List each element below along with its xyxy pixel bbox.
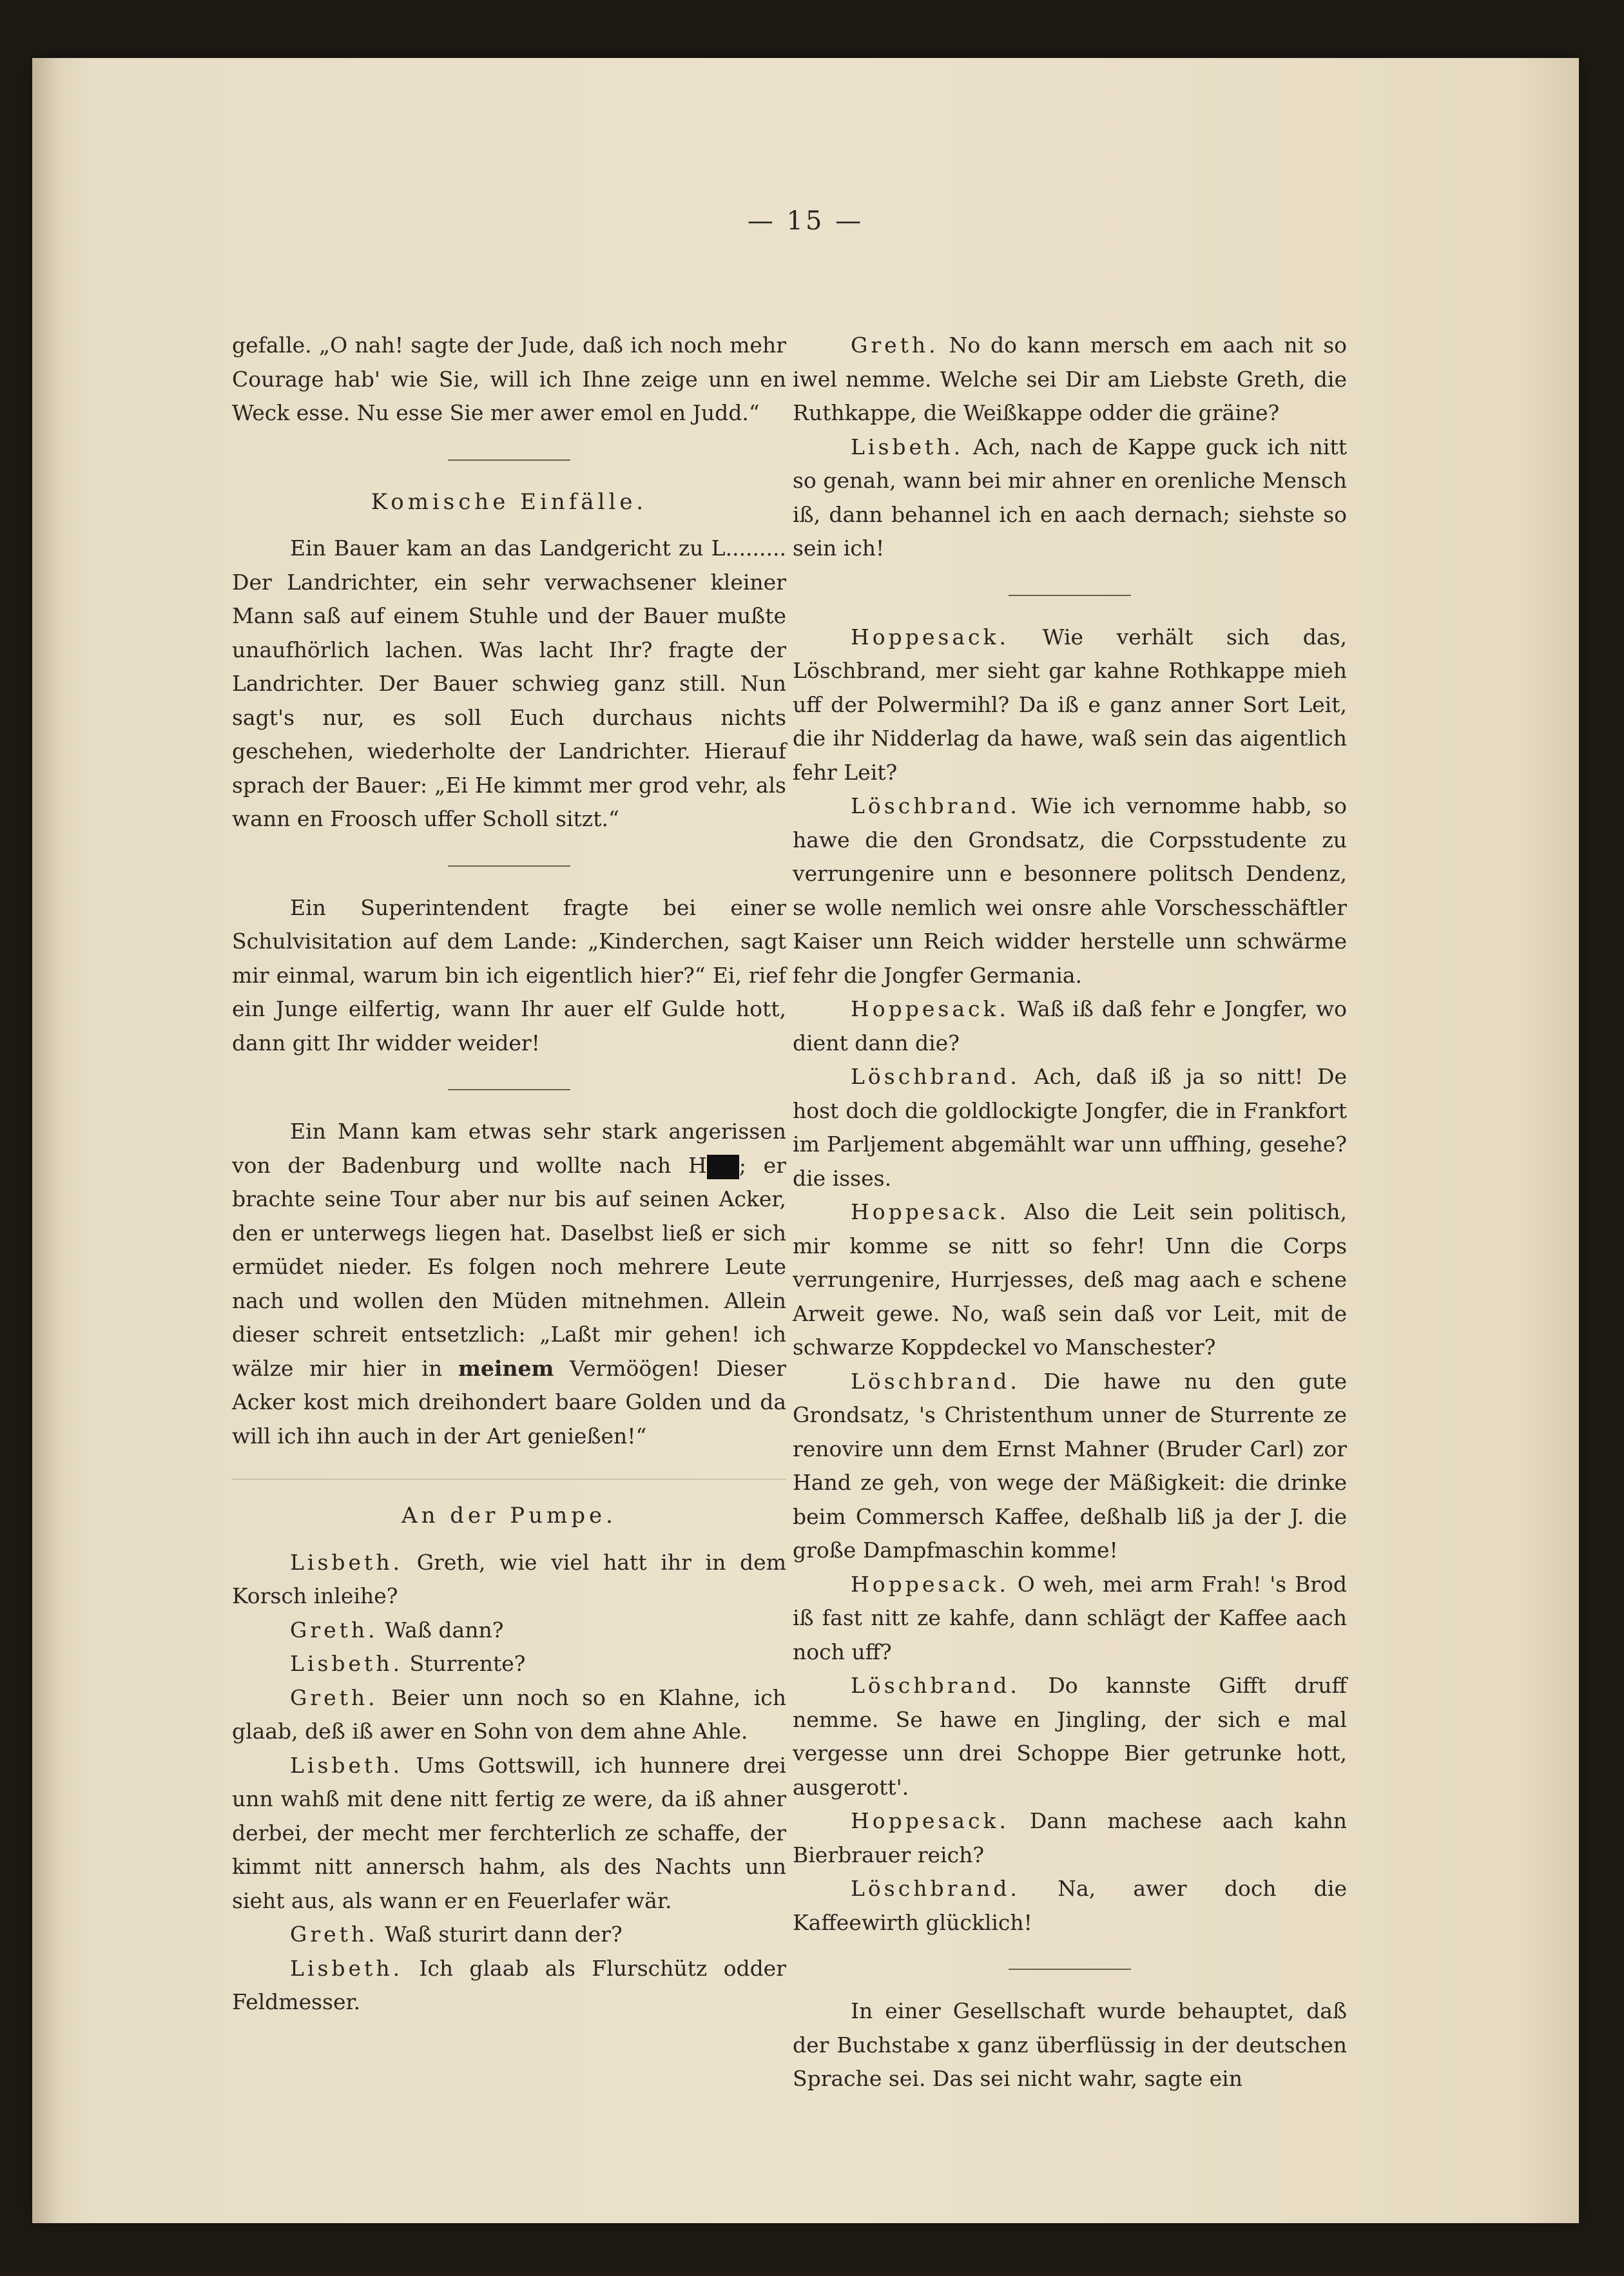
dialogue-text: Die hawe nu den gute Grondsatz, 's Christenthum unner de Sturrente ze renovire unn dem Ernst Mahner (Bruder Carl) zor Hand ze geh, von wege der Mäßigkeit: die drinke beim Commersch Kaffee, deßhalb liß ja der J. die große Dampfmaschin komme!: [793, 1368, 1347, 1563]
anecdote-mann: [232, 1115, 786, 1453]
dialogue-line: [793, 789, 1347, 992]
page-number: — 15 —: [747, 206, 864, 236]
dialogue-line: [232, 1614, 786, 1648]
speaker-name: Löschbrand.: [851, 1368, 1020, 1394]
section-divider: [1009, 1969, 1131, 1970]
anecdote-mann-text-2: ; er brachte seine Tour aber nur bis auf seinen Acker, den er unterwegs liegen hat. Daselbst ließ er sich ermüdet nieder. Es folgen noch mehrere Leute nach und wollen den Müden mitnehmen. Allein dieser schreit entsetzlich: „Laßt mir gehen! ich wälze mir hier in: [232, 1152, 786, 1381]
dialogue-line: [793, 621, 1347, 790]
anecdote-bauer: Ein Bauer kam an das Landgericht zu L......... Der Landrichter, ein sehr verwachsener kleiner Mann saß auf einem Stuhle und der Bauer mußte unaufhörlich lachen. Was lacht Ihr? fragte der Landrichter. Der Bauer schwieg ganz still. Nun sagt's nur, es soll Euch durchaus nichts geschehen, wiederholte der Landrichter. Hierauf sprach der Bauer: „Ei He kimmt mer grod vehr, als wann en Froosch uffer Scholl sitzt.“: [232, 535, 786, 831]
speaker-name: Greth.: [851, 333, 939, 358]
dialogue-text: Dann machese aach kahn Bierbrauer reich?: [793, 1808, 1347, 1867]
speaker-name: Lisbeth.: [851, 434, 964, 459]
pumpe-dialogue: [232, 1546, 786, 2020]
dialogue-line: [793, 329, 1347, 430]
dialogue-text: Sturrente?: [403, 1651, 526, 1676]
ink-blot: [707, 1155, 739, 1179]
speaker-name: Lisbeth.: [290, 1752, 403, 1778]
dialogue-line: [793, 1804, 1347, 1872]
speaker-name: Greth.: [290, 1617, 378, 1643]
speaker-name: Löschbrand.: [851, 1064, 1020, 1089]
dialogue-line: [232, 1681, 786, 1749]
speaker-name: Greth.: [290, 1922, 378, 1947]
dialogue-text: Na, awer doch die Kaffeewirth glücklich!: [793, 1876, 1347, 1935]
dialogue-line: [793, 1365, 1347, 1568]
heading-komische-einfaelle: Komische Einfälle.: [371, 488, 648, 515]
dialogue-text: Ums Gottswill, ich hunnere drei unn wahß mit dene nitt fertig ze were, da iß ahner derbei, der mecht mer ferchterlich ze schaffe, der kimmt nitt annersch hahm, als des Nachts unn sieht aus, als wann er en Feuerlafer wär.: [232, 1752, 786, 1913]
section-divider: [448, 865, 570, 867]
anecdote-mann-text-1: Ein Mann kam etwas sehr stark angerissen von der Badenburg und wollte nach H: [232, 1119, 786, 1178]
newspaper-page: [32, 58, 1579, 2223]
dialogue-text: Waß iß daß fehr e Jongfer, wo dient dann die?: [793, 996, 1347, 1056]
anecdote-mann-text-3: Vermöögen! Dieser Acker kost mich dreihondert baare Golden und da will ich ihn auch in der Art genießen!“: [232, 1355, 786, 1449]
speaker-name: Hoppesack.: [851, 996, 1010, 1021]
anecdote-gesellschaft: In einer Gesellschaft wurde behauptet, daß der Buchstabe x ganz überflüssig in der deutschen Sprache sei. Das sei nicht wahr, sagte ein: [793, 1998, 1347, 2091]
section-divider: [448, 459, 570, 461]
anecdote-superintendent: Ein Superintendent fragte bei einer Schulvisitation auf dem Lande: „Kinderchen, sagt mir einmal, warum bin ich eigentlich hier?“ Ei, rief ein Junge eilfertig, wann Ihr auer elf Gulde hott, dann gitt Ihr widder weider!: [232, 894, 786, 1056]
speaker-name: Löschbrand.: [851, 793, 1020, 818]
dialogue-line: [793, 992, 1347, 1060]
dialogue-text: O weh, mei arm Frah! 's Brod iß fast nitt ze kahfe, dann schlägt der Kaffee aach noch uff?: [793, 1571, 1347, 1664]
section-divider: [1009, 595, 1131, 596]
right-column: [793, 329, 1347, 2096]
dialogue-text: Also die Leit sein politisch, mir komme se nitt so fehr! Unn die Corps verrungenire, Hurrjesses, deß mag aach e schene Arweit gewe. No, waß sein daß vor Leit, mit de schwarze Koppdeckel vo Manschester?: [793, 1199, 1347, 1360]
speaker-name: Löschbrand.: [851, 1876, 1020, 1901]
dialogue-text: Wie verhält sich das, Löschbrand, mer sieht gar kahne Rothkappe mieh uff der Polwermihl? Da iß e ganz anner Sort Leit, die ihr Nidderlag da hawe, waß sein das aigentlich fehr Leit?: [793, 624, 1347, 785]
dialogue-line: [793, 1060, 1347, 1195]
dialogue-line: [232, 1647, 786, 1681]
dialogue-line: [793, 1195, 1347, 1365]
dialogue-text: No do kann mersch em aach nit so iwel nemme. Welche sei Dir am Liebste Greth, die Ruthkappe, die Weißkappe odder die gräine?: [793, 333, 1347, 425]
anecdote-mann-bold: meinem: [458, 1355, 554, 1381]
dialogue-text: Ach, daß iß ja so nitt! De host doch die goldlockigte Jongfer, die in Frankfort im Parljement abgemählt war unn uffhing, gesehe? die isses.: [793, 1064, 1347, 1191]
dialogue-line: [232, 1952, 786, 2020]
dialogue-line: [232, 1918, 786, 1952]
dialogue-line: [793, 1872, 1347, 1940]
dialogue-line: [232, 1546, 786, 1614]
speaker-name: Hoppesack.: [851, 1199, 1010, 1224]
dialogue-text: Beier unn noch so en Klahne, ich glaab, deß iß awer en Sohn von dem ahne Ahle.: [232, 1684, 786, 1744]
dialogue-text: Do kannste Gifft druff nemme. Se hawe en Jingling, der sich e mal vergesse unn drei Schoppe Bier getrunke hott, ausgerott'.: [793, 1673, 1347, 1800]
dialogue-line: [793, 430, 1347, 566]
column-rule: [232, 1479, 786, 1480]
section-divider: [448, 1089, 570, 1090]
dialogue-text: Waß sturirt dann der?: [378, 1922, 623, 1947]
speaker-name: Greth.: [290, 1684, 378, 1710]
dialogue-text: Wie ich vernomme habb, so hawe die den Grondsatz, die Corpsstudente zu verrungenire unn e besonnere politsch Dendenz, se wolle nemlich wei onsre ahle Vorschesschäftler Kaiser unn Reich widder herstelle unn schwärme fehr die Jongfer Germania.: [793, 793, 1347, 988]
speaker-name: Hoppesack.: [851, 624, 1010, 650]
dialogue-line: [793, 1568, 1347, 1670]
left-column: [232, 329, 786, 2020]
dialogue-line: [793, 1669, 1347, 1804]
intro-paragraph: gefalle. „O nah! sagte der Jude, daß ich noch mehr Courage hab' wie Sie, will ich Ihne zeige unn en Weck esse. Nu esse Sie mer awer emol en Judd.“: [232, 333, 786, 425]
speaker-name: Hoppesack.: [851, 1808, 1010, 1833]
speaker-name: Lisbeth.: [290, 1549, 403, 1575]
dialogue-text: Greth, wie viel hatt ihr in dem Korsch inleihe?: [232, 1549, 786, 1608]
dialogue-line: [232, 1749, 786, 1918]
speaker-name: Lisbeth.: [290, 1955, 403, 1981]
speaker-name: Löschbrand.: [851, 1673, 1020, 1698]
heading-an-der-pumpe: An der Pumpe.: [401, 1503, 617, 1529]
speaker-name: Lisbeth.: [290, 1651, 403, 1676]
dialogue-text: Ach, nach de Kappe guck ich nitt so genah, wann bei mir ahner en orenliche Mensch iß, dann behannel ich en aach dernach; siehste so sein ich!: [793, 434, 1347, 561]
dialogue-text: Ich glaab als Flurschütz odder Feldmesser.: [232, 1955, 786, 2014]
speaker-name: Hoppesack.: [851, 1571, 1010, 1597]
dialogue-text: Waß dann?: [378, 1617, 504, 1643]
